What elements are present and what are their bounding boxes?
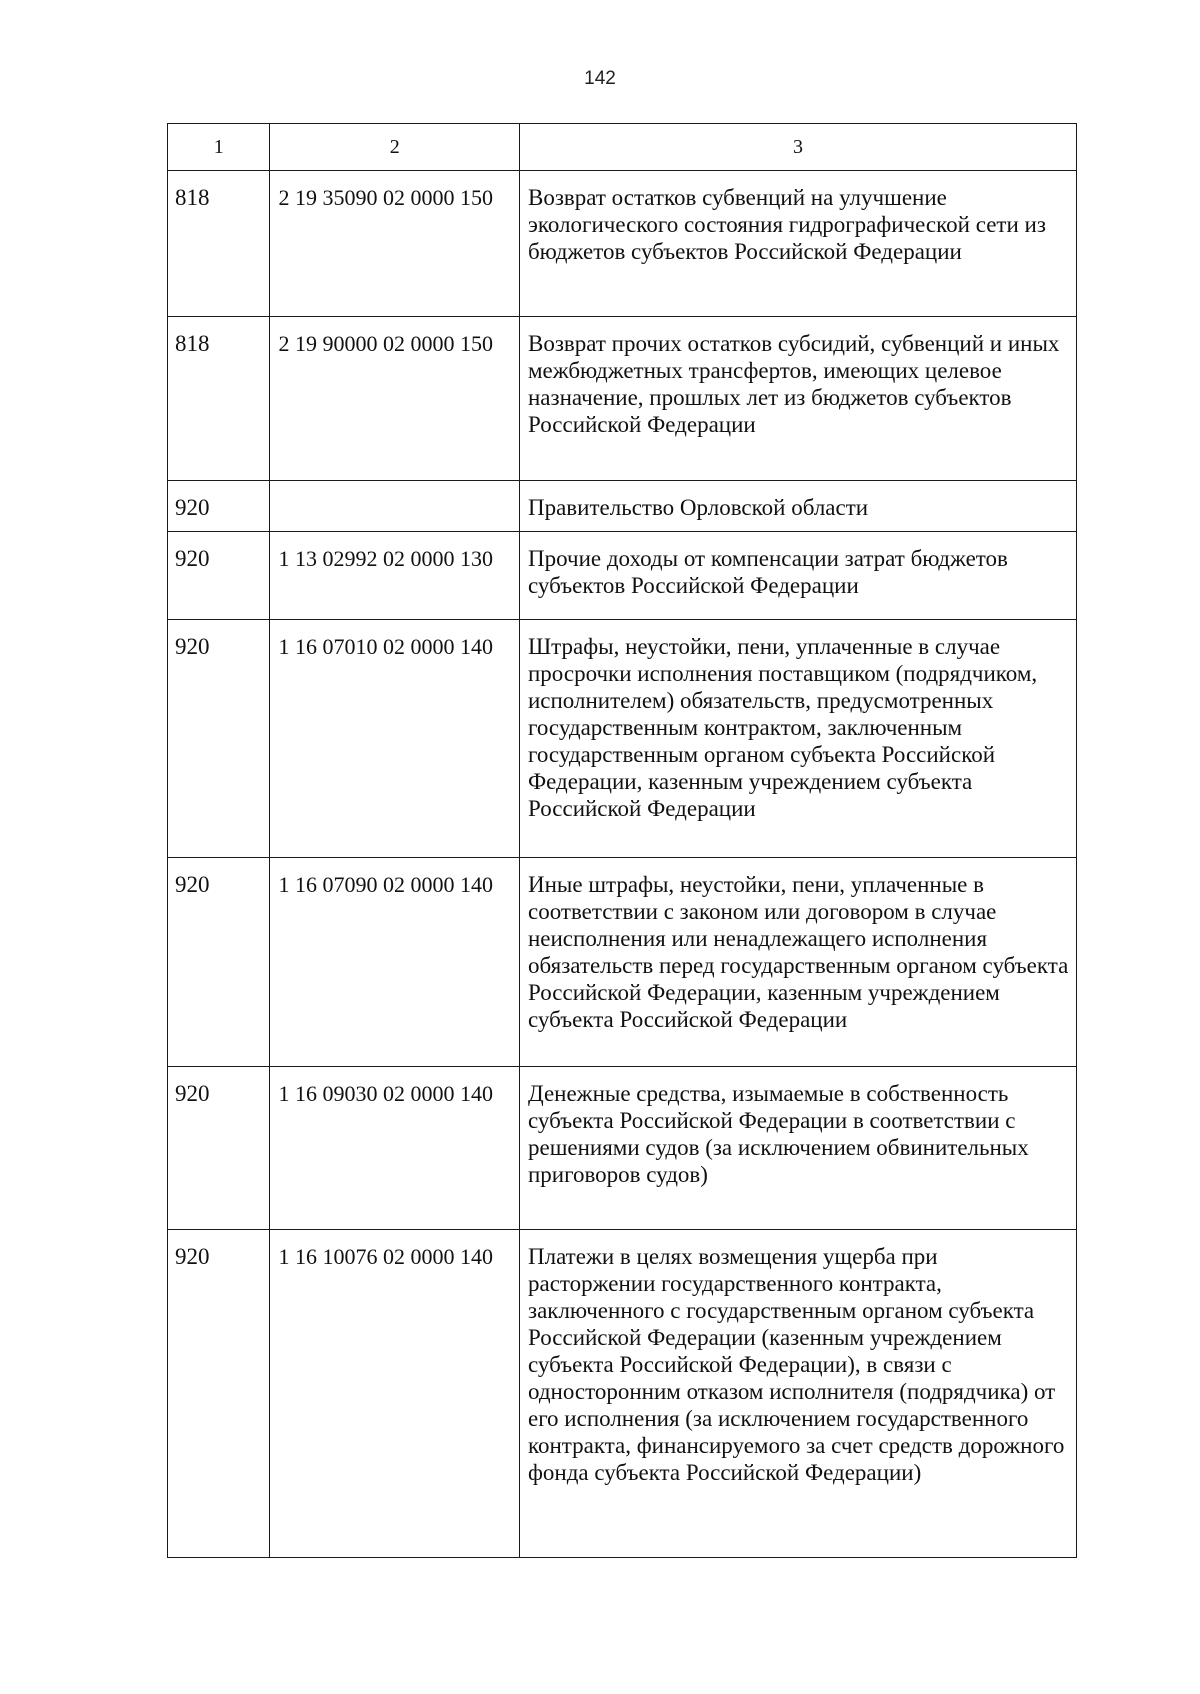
column-header-2: 2 <box>270 124 520 171</box>
budget-code-cell: 1 13 02992 02 0000 130 <box>270 532 520 620</box>
budget-code-cell: 1 16 07090 02 0000 140 <box>270 858 520 1067</box>
budget-code-cell: 1 16 07010 02 0000 140 <box>270 620 520 858</box>
budget-code-cell: 2 19 35090 02 0000 150 <box>270 171 520 317</box>
description-cell: Правительство Орловской области <box>519 481 1076 532</box>
column-header-1: 1 <box>168 124 270 171</box>
revenue-codes-table <box>167 123 1077 1558</box>
budget-code-cell: 2 19 90000 02 0000 150 <box>270 317 520 481</box>
description-cell: Денежные средства, изымаемые в собственность субъекта Российской Федерации в соответствии с решениями судов (за исключением обвинительных приговоров судов) <box>519 1067 1076 1230</box>
budget-code-cell: 1 16 10076 02 0000 140 <box>270 1230 520 1558</box>
table-row <box>168 481 1077 532</box>
description-cell: Возврат остатков субвенций на улучшение экологического состояния гидрографической сети из бюджетов субъектов Российской Федерации <box>519 171 1076 317</box>
budget-code-cell <box>270 481 520 532</box>
description-cell: Платежи в целях возмещения ущерба при расторжении государственного контракта, заключенного с государственным органом субъекта Российской Федерации (казенным учреждением субъекта Российской Федерации), в связи с односторонним отказом исполнителя (подрядчика) от его исполнения (за исключением государственного контракта, финансируемого за счет средств дорожного фонда субъекта Российской Федерации) <box>519 1230 1076 1558</box>
table-row <box>168 620 1077 858</box>
description-cell: Возврат прочих остатков субсидий, субвенций и иных межбюджетных трансфертов, имеющих целевое назначение, прошлых лет из бюджетов субъектов Российской Федерации <box>519 317 1076 481</box>
admin-code-cell: 920 <box>168 532 270 620</box>
table-row <box>168 532 1077 620</box>
admin-code-cell: 920 <box>168 1230 270 1558</box>
admin-code-cell: 818 <box>168 317 270 481</box>
table-row <box>168 858 1077 1067</box>
admin-code-cell: 920 <box>168 620 270 858</box>
admin-code-cell: 920 <box>168 1067 270 1230</box>
admin-code-cell: 920 <box>168 481 270 532</box>
table-row <box>168 171 1077 317</box>
table-row <box>168 317 1077 481</box>
budget-code-cell: 1 16 09030 02 0000 140 <box>270 1067 520 1230</box>
table-header-row <box>168 124 1077 171</box>
table-row <box>168 1067 1077 1230</box>
admin-code-cell: 920 <box>168 858 270 1067</box>
table-row <box>168 1230 1077 1558</box>
description-cell: Иные штрафы, неустойки, пени, уплаченные в соответствии с законом или договором в случае неисполнения или ненадлежащего исполнения обязательств перед государственным органом субъекта Российской Федерации, казенным учреждением субъекта Российской Федерации <box>519 858 1076 1067</box>
description-cell: Штрафы, неустойки, пени, уплаченные в случае просрочки исполнения поставщиком (подрядчиком, исполнителем) обязательств, предусмотренных государственным контрактом, заключенным государственным органом субъекта Российской Федерации, казенным учреждением субъекта Российской Федерации <box>519 620 1076 858</box>
column-header-3: 3 <box>519 124 1076 171</box>
description-cell: Прочие доходы от компенсации затрат бюджетов субъектов Российской Федерации <box>519 532 1076 620</box>
admin-code-cell: 818 <box>168 171 270 317</box>
page-number: 142 <box>584 68 616 89</box>
